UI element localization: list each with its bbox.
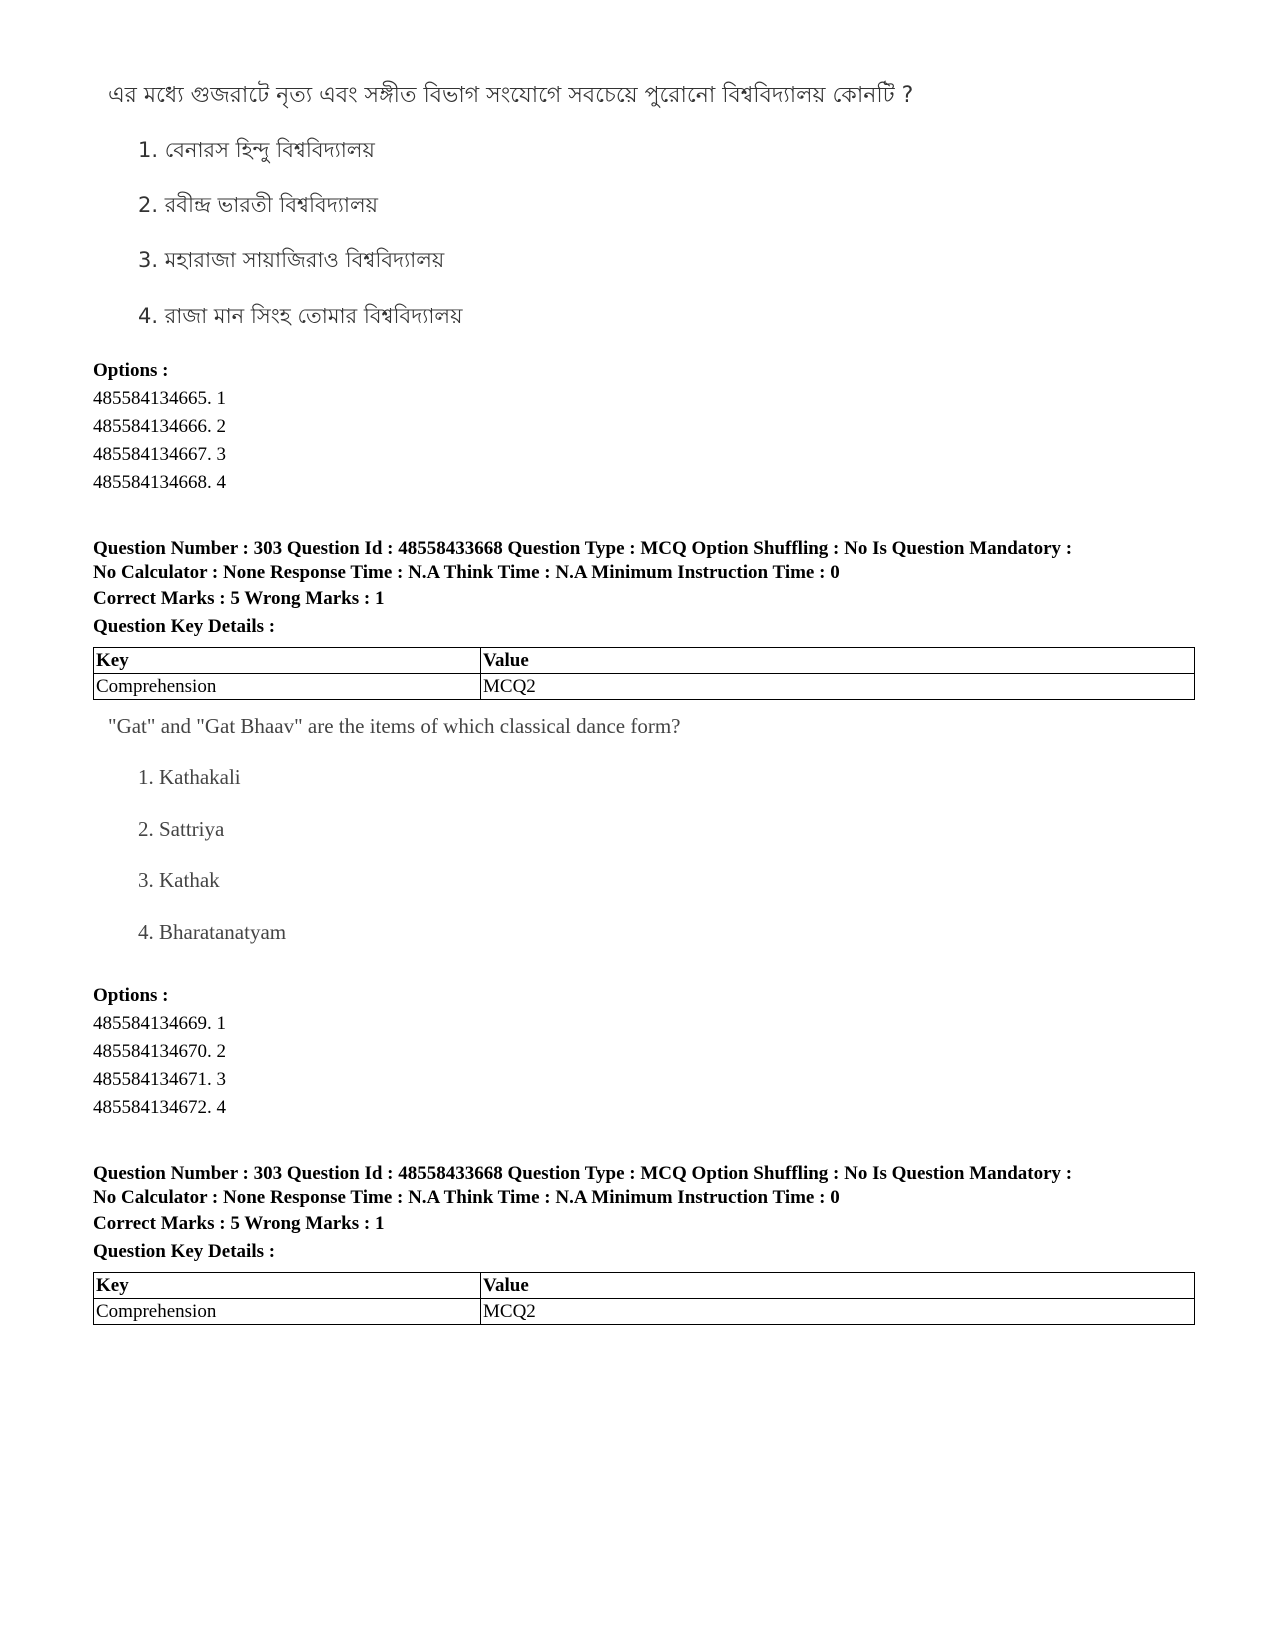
question-choice: 4. রাজা মান সিংহ তোমার বিশ্ববিদ্যালয়: [138, 304, 463, 328]
question-metadata: [93, 1162, 1188, 1266]
table-row: [94, 1299, 1195, 1325]
option-item: 485584134667. 3: [93, 444, 226, 465]
question-meta-line: No Calculator : None Response Time : N.A Think Time : N.A Minimum Instruction Time : 0: [93, 1187, 840, 1208]
table-header-cell: Value: [481, 648, 1195, 674]
question-metadata: [93, 537, 1188, 641]
question-choice: 4. Bharatanatyam: [138, 920, 287, 944]
marks-line: Correct Marks : 5 Wrong Marks : 1: [93, 1213, 385, 1234]
table-header-cell: Value: [481, 1273, 1195, 1299]
question-choice: 2. Sattriya: [138, 817, 225, 841]
question-image-english: [108, 714, 681, 944]
question-meta-line: Question Number : 303 Question Id : 48558433668 Question Type : MCQ Option Shuffling : No Is Question Mandatory :: [93, 1163, 1073, 1184]
question-meta-line: Question Number : 303 Question Id : 48558433668 Question Type : MCQ Option Shuffling : No Is Question Mandatory :: [93, 538, 1073, 559]
option-item: 485584134668. 4: [93, 472, 226, 493]
question-choice: 2. রবীন্দ্র ভারতী বিশ্ববিদ্যালয়: [138, 193, 378, 217]
table-header-row: [94, 1273, 1195, 1299]
table-header-cell: Key: [94, 648, 481, 674]
table-header-row: [94, 648, 1195, 674]
question-meta-line: No Calculator : None Response Time : N.A Think Time : N.A Minimum Instruction Time : 0: [93, 562, 840, 583]
options-label: Options :: [93, 360, 169, 381]
question-choice: 3. Kathak: [138, 868, 220, 892]
option-item: 485584134665. 1: [93, 388, 226, 409]
question-choice: 1. বেনারস হিন্দু বিশ্ববিদ্যালয়: [138, 138, 375, 162]
table-header-cell: Key: [94, 1273, 481, 1299]
question-stem: এর মধ্যে গুজরাটে নৃত্য এবং সঙ্গীত বিভাগ সংযোগে সবচেয়ে পুরোনো বিশ্ববিদ্যালয় কোনটি ?: [108, 83, 914, 108]
table-cell: MCQ2: [481, 674, 1195, 700]
question-choice: 3. মহারাজা সায়াজিরাও বিশ্ববিদ্যালয়: [138, 248, 445, 272]
option-item: 485584134666. 2: [93, 416, 226, 437]
table-cell: Comprehension: [94, 1299, 481, 1325]
option-item: 485584134671. 3: [93, 1069, 226, 1090]
options-block: [93, 357, 1188, 497]
option-item: 485584134669. 1: [93, 1013, 226, 1034]
option-item: 485584134672. 4: [93, 1097, 226, 1118]
question-choice: 1. Kathakali: [138, 765, 241, 789]
key-details-label: Question Key Details :: [93, 616, 276, 637]
key-details-label: Question Key Details :: [93, 1241, 276, 1262]
key-details-table: [93, 647, 1195, 700]
table-cell: Comprehension: [94, 674, 481, 700]
question-stem: "Gat" and "Gat Bhaav" are the items of which classical dance form?: [108, 714, 681, 738]
options-block: [93, 982, 1188, 1122]
marks-line: Correct Marks : 5 Wrong Marks : 1: [93, 588, 385, 609]
table-cell: MCQ2: [481, 1299, 1195, 1325]
key-details-table: [93, 1272, 1195, 1325]
table-row: [94, 674, 1195, 700]
option-item: 485584134670. 2: [93, 1041, 226, 1062]
options-label: Options :: [93, 985, 169, 1006]
question-image-bengali: [108, 78, 914, 328]
